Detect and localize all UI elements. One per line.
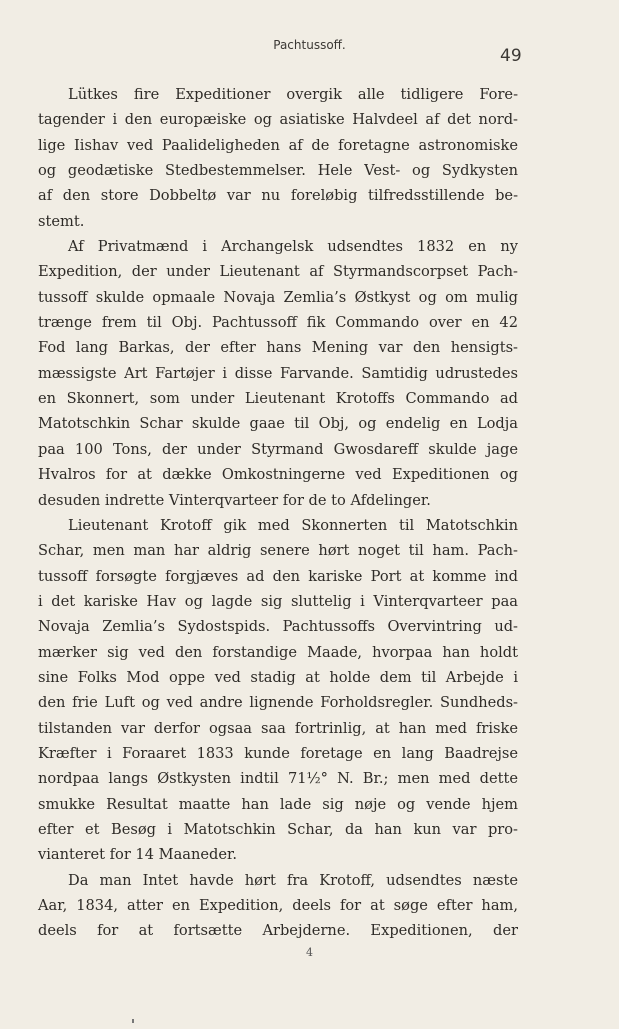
text-line: Lütkes fire Expeditioner overgik alle tidligere Fore- <box>68 86 518 103</box>
text-line: tussoff skulde opmaale Novaja Zemlia’s Østkyst og om mulig <box>38 288 518 306</box>
body-text <box>38 82 518 944</box>
text-line: sine Folks Mod oppe ved stadig at holde dem til Arbejde i <box>38 668 518 686</box>
signature-mark: 4 <box>306 946 313 959</box>
text-line: Af Privatmænd i Archangelsk udsendtes 1832 en ny <box>68 238 518 256</box>
text-line: en Skonnert, som under Lieutenant Krotoffs Commando ad <box>38 390 518 408</box>
text-line: den frie Luft og ved andre lignende Forholdsregler. Sundheds- <box>38 694 518 712</box>
text-line: mæssigste Art Fartøjer i disse Farvande. Samtidig udrustedes <box>38 364 518 382</box>
text-line: Matotschkin Schar skulde gaae til Obj, og endelig en Lodja <box>38 415 518 433</box>
text-line: desuden indrette Vinterqvarteer for de to Afdelinger. <box>38 491 431 509</box>
text-line: efter et Besøg i Matotschkin Schar, da han kun var pro- <box>38 820 518 838</box>
text-line: Expedition, der under Lieutenant af Styrmandscorpset Pach- <box>38 263 518 281</box>
text-line: trænge frem til Obj. Pachtussoff fik Commando over en 42 <box>38 314 518 332</box>
text-line: smukke Resultat maatte han lade sig nøje og vende hjem <box>38 795 518 813</box>
text-line: Hvalros for at dække Omkostningerne ved Expeditionen og <box>38 466 518 484</box>
text-line: Aar, 1834, atter en Expedition, deels for at søge efter ham, <box>38 897 518 914</box>
text-line: tussoff forsøgte forgjæves ad den kariske Port at komme ind <box>38 567 518 585</box>
text-line: Fod lang Barkas, der efter hans Mening var den hensigts- <box>38 339 518 357</box>
text-line: i det kariske Hav og lagde sig sluttelig i Vinterqvarteer paa <box>38 592 518 610</box>
text-line: Novaja Zemlia’s Sydostspids. Pachtussoffs Overvintring ud- <box>38 618 518 636</box>
text-line: nordpaa langs Østkysten indtil 71½° N. Br.; men med dette <box>38 770 518 788</box>
text-line: Lieutenant Krotoff gik med Skonnerten til Matotschkin <box>68 516 518 534</box>
text-line: mærker sig ved den forstandige Maade, hvorpaa han holdt <box>38 643 518 661</box>
print-speck <box>132 1019 134 1023</box>
text-line: Kræfter i Foraaret 1833 kunde foretage en lang Baadrejse <box>38 744 518 762</box>
text-line: Da man Intet havde hørt fra Krotoff, udsendtes næste <box>68 871 518 889</box>
text-line: af den store Dobbeltø var nu foreløbig tilfredsstillende be- <box>38 187 518 205</box>
text-line: Schar, men man har aldrig senere hørt noget til ham. Pach- <box>38 542 518 560</box>
running-title: Pachtussoff. <box>273 38 346 52</box>
text-line: paa 100 Tons, der under Styrmand Gwosdareff skulde jage <box>38 440 518 458</box>
text-line: deels for at fortsætte Arbejderne. Expeditionen, der <box>38 922 518 940</box>
text-line: lige Iishav ved Paalideligheden af de foretagne astronomiske <box>38 136 518 154</box>
text-line: tilstanden var derfor ogsaa saa fortrinlig, at han med friske <box>38 719 518 737</box>
text-line: tagender i den europæiske og asiatiske Halvdeel af det nord- <box>38 111 518 129</box>
text-line: stemt. <box>38 212 85 230</box>
text-line: og geodætiske Stedbestemmelser. Hele Vest- og Sydkysten <box>38 162 518 180</box>
text-line: vianteret for 14 Maaneder. <box>38 846 238 864</box>
page-number: 49 <box>500 46 522 66</box>
